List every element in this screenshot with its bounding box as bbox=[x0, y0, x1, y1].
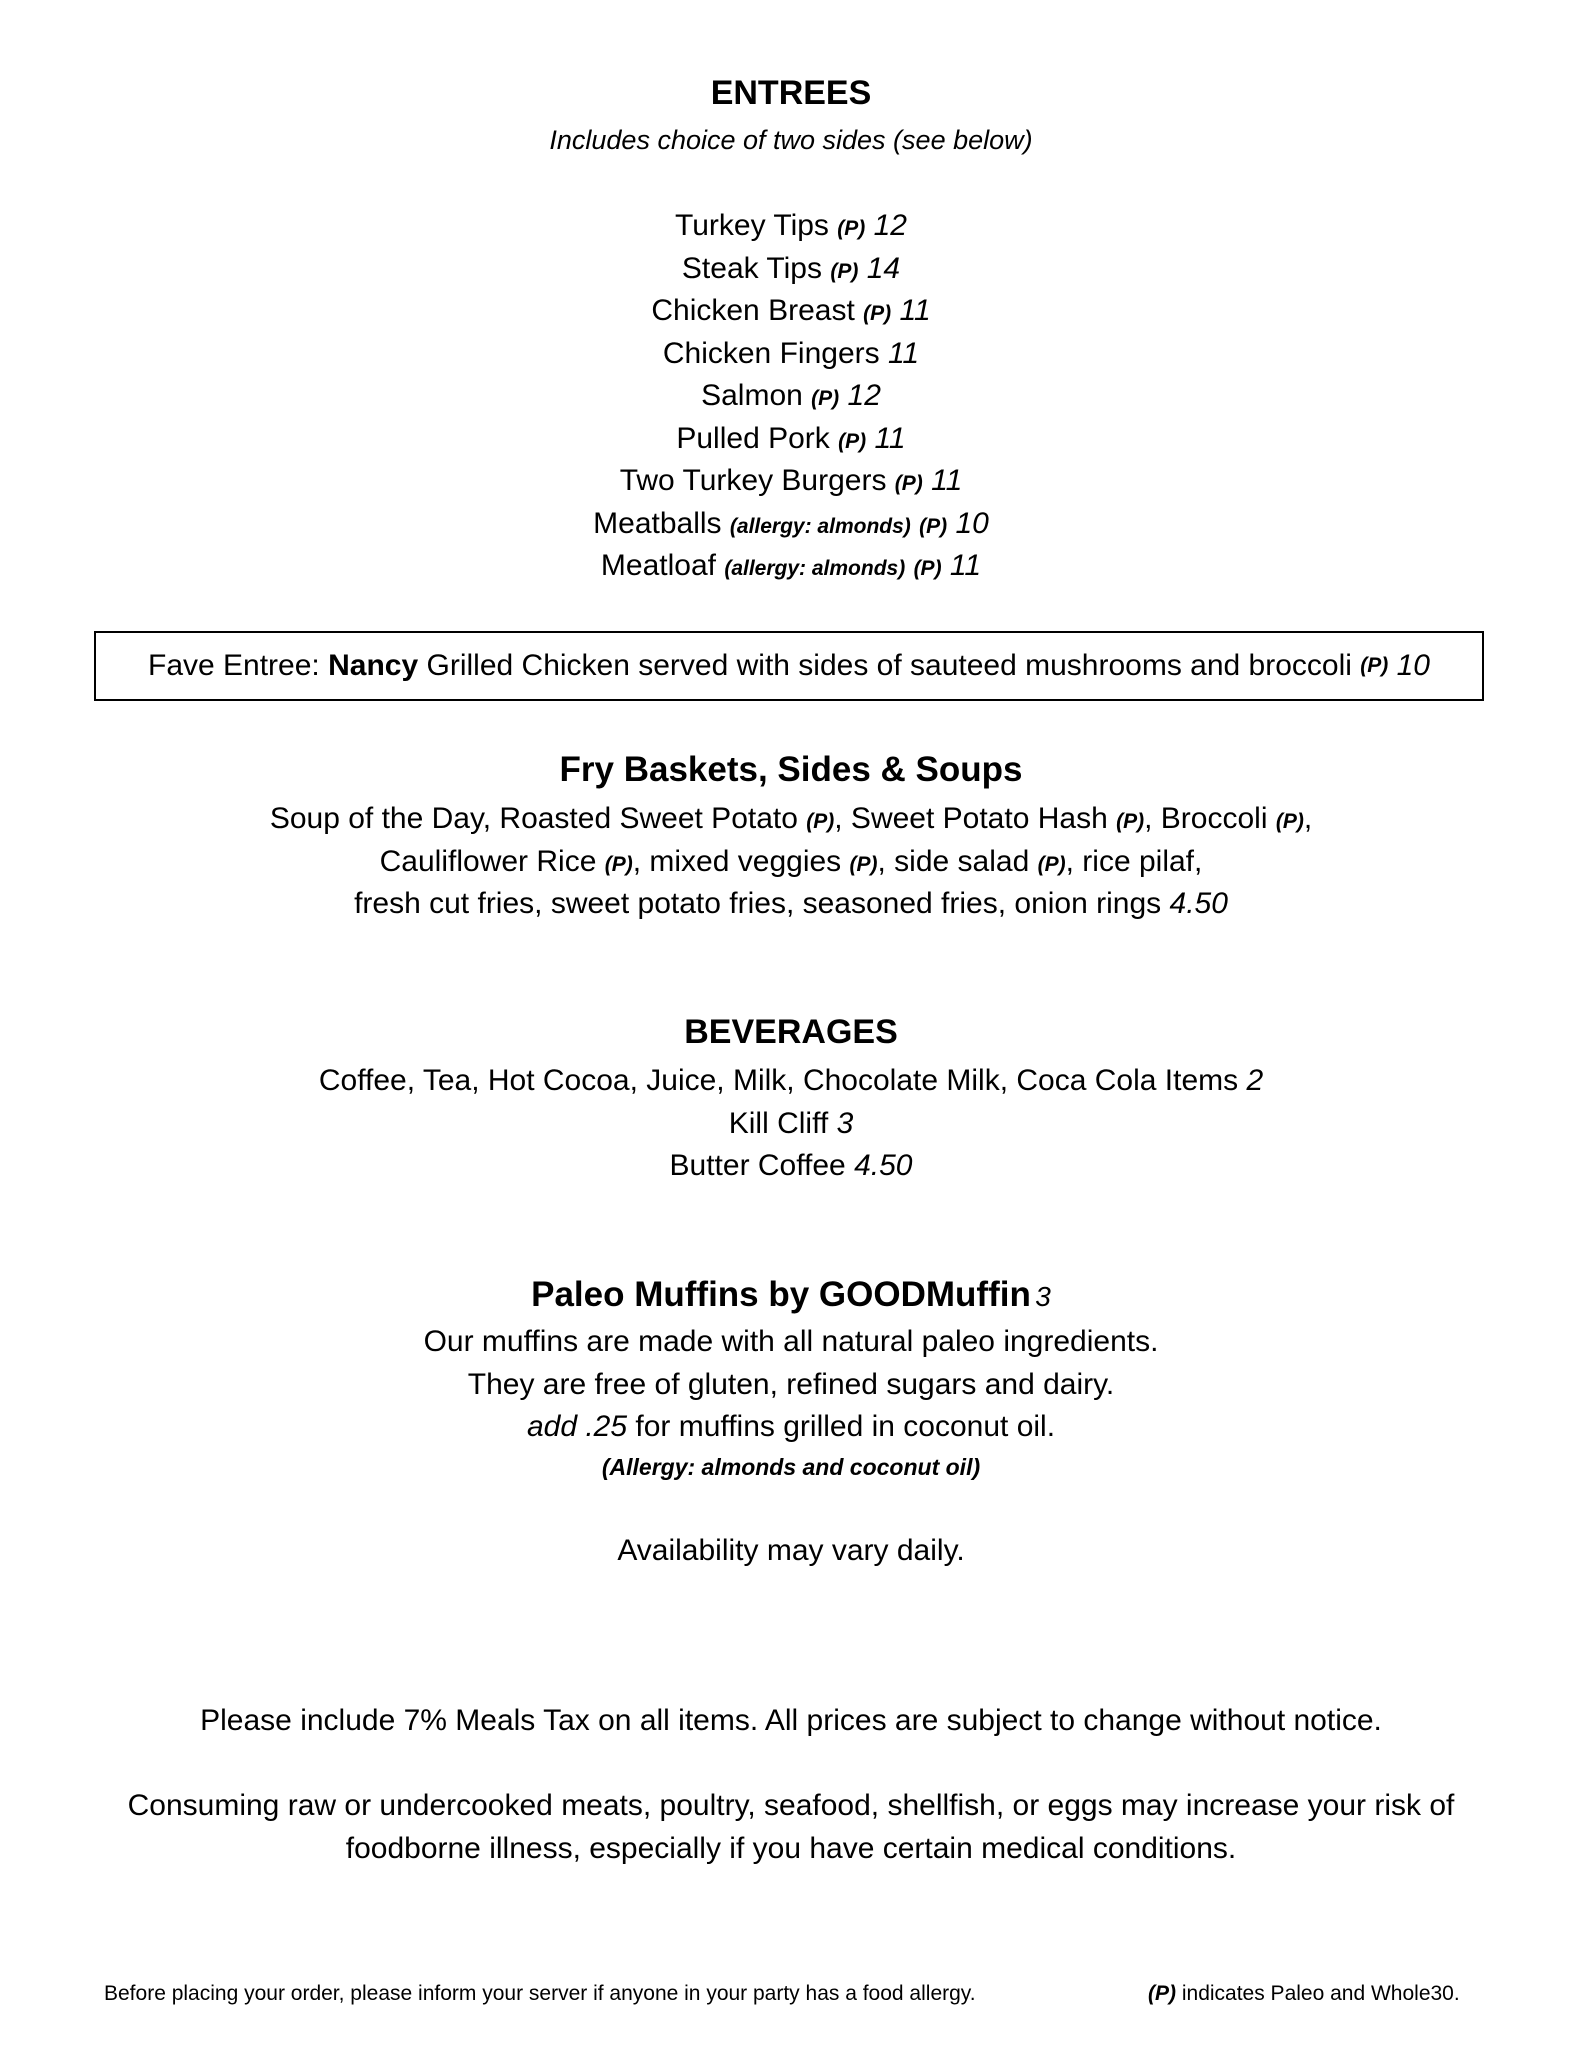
footer-paleo-text: indicates Paleo and Whole30. bbox=[1181, 1982, 1460, 2005]
beverage-price: 4.50 bbox=[854, 1149, 913, 1182]
fave-price: 10 bbox=[1396, 649, 1430, 682]
fave-name: Nancy bbox=[328, 649, 419, 682]
muffins-line-2: They are free of gluten, refined sugars and dairy. bbox=[467, 1367, 1115, 1401]
muffins-add-text: for muffins grilled in coconut oil. bbox=[635, 1410, 1056, 1443]
entree-price: 11 bbox=[887, 336, 920, 370]
paleo-tag: (P) bbox=[604, 852, 633, 876]
beverage-name: Coffee, Tea, Hot Cocoa, Juice, Milk, Chocolate Milk, Coca Cola Items bbox=[318, 1064, 1239, 1097]
entree-item bbox=[0, 460, 1582, 506]
tax-notice: Please include 7% Meals Tax on all items. All prices are subject to change without notice. bbox=[200, 1704, 1382, 1737]
footer-paleo-legend bbox=[1148, 1982, 1460, 2006]
beverages-title: BEVERAGES bbox=[684, 1013, 898, 1051]
muffins-heading bbox=[0, 1275, 1582, 1315]
beverage-price: 2 bbox=[1246, 1064, 1264, 1097]
entree-price: 11 bbox=[949, 549, 982, 582]
paleo-tag: (P) bbox=[806, 810, 835, 833]
sides-line-2 bbox=[0, 841, 1582, 887]
footer-allergy-notice: Before placing your order, please inform your server if anyone in your party has a food allergy. bbox=[104, 1982, 976, 2005]
entree-item bbox=[0, 503, 1582, 549]
entrees-title: ENTREES bbox=[710, 74, 872, 112]
sides-text: fresh cut fries, sweet potato fries, seasoned fries, onion rings bbox=[354, 887, 1162, 920]
entree-item bbox=[0, 545, 1582, 591]
paleo-tag: (P) bbox=[1360, 654, 1389, 677]
paleo-tag: (P) bbox=[1116, 810, 1145, 833]
fave-prefix: Fave Entree: bbox=[148, 649, 320, 682]
entree-price: 11 bbox=[931, 464, 963, 497]
raw-food-warning-line-1: Consuming raw or undercooked meats, poultry, seafood, shellfish, or eggs may increase your risk of bbox=[127, 1789, 1455, 1822]
sides-text: , side salad bbox=[877, 844, 1030, 878]
entree-item bbox=[0, 375, 1582, 421]
paleo-tag: (P) bbox=[1037, 852, 1066, 876]
entree-name: Two Turkey Burgers bbox=[619, 464, 887, 497]
paleo-tag: (P) bbox=[1148, 1982, 1176, 2005]
entree-item bbox=[0, 290, 1582, 336]
entree-price: 11 bbox=[874, 421, 906, 455]
sides-text: , mixed veggies bbox=[632, 844, 842, 878]
sides-line-1 bbox=[0, 798, 1582, 844]
fave-description: Grilled Chicken served with sides of sauteed mushrooms and broccoli bbox=[426, 649, 1352, 682]
paleo-tag: (P) bbox=[837, 217, 866, 240]
sides-text: Soup of the Day, Roasted Sweet Potato bbox=[269, 802, 798, 835]
muffins-line-3 bbox=[0, 1406, 1582, 1449]
entree-item bbox=[0, 418, 1582, 464]
sides-text: , bbox=[1303, 802, 1313, 835]
entree-name: Pulled Pork bbox=[676, 421, 830, 455]
entree-name: Meatballs bbox=[593, 506, 722, 540]
paleo-tag: (P) bbox=[894, 472, 923, 495]
beverage-item bbox=[0, 1145, 1582, 1188]
paleo-tag: (P) bbox=[811, 387, 840, 410]
paleo-tag: (P) bbox=[919, 514, 948, 538]
paleo-tag: (P) bbox=[913, 557, 942, 580]
entree-price: 12 bbox=[847, 379, 881, 412]
muffins-line-1: Our muffins are made with all natural paleo ingredients. bbox=[423, 1325, 1159, 1358]
entree-name: Salmon bbox=[701, 379, 803, 412]
beverage-name: Butter Coffee bbox=[669, 1149, 846, 1182]
entree-item bbox=[0, 205, 1582, 251]
fave-entree-box bbox=[94, 631, 1484, 701]
entree-name: Steak Tips bbox=[681, 251, 822, 285]
entree-item bbox=[0, 248, 1582, 294]
entree-name: Meatloaf bbox=[600, 549, 716, 582]
entree-item bbox=[0, 333, 1582, 376]
muffins-title: Paleo Muffins by GOODMuffin bbox=[531, 1275, 1031, 1314]
entree-name: Chicken Breast bbox=[651, 294, 855, 327]
entree-name: Turkey Tips bbox=[675, 209, 829, 242]
sides-title: Fry Baskets, Sides & Soups bbox=[559, 750, 1023, 789]
beverage-item bbox=[0, 1103, 1582, 1146]
muffins-allergy: (Allergy: almonds and coconut oil) bbox=[601, 1454, 981, 1480]
muffins-availability: Availability may vary daily. bbox=[617, 1534, 965, 1567]
paleo-tag: (P) bbox=[863, 302, 892, 325]
allergy-note: (allergy: almonds) bbox=[729, 514, 911, 538]
beverage-price: 3 bbox=[836, 1106, 854, 1140]
paleo-tag: (P) bbox=[838, 429, 867, 453]
sides-text: , Broccoli bbox=[1144, 802, 1268, 835]
sides-text: Cauliflower Rice bbox=[379, 844, 597, 878]
sides-text: , Sweet Potato Hash bbox=[834, 802, 1108, 835]
sides-line-3 bbox=[0, 883, 1582, 926]
beverage-name: Kill Cliff bbox=[728, 1106, 829, 1140]
entree-name: Chicken Fingers bbox=[662, 336, 880, 370]
paleo-tag: (P) bbox=[1275, 810, 1304, 833]
entree-price: 11 bbox=[899, 294, 931, 327]
sides-text: , rice pilaf, bbox=[1065, 844, 1203, 878]
entree-price: 10 bbox=[955, 506, 989, 540]
muffins-price: 3 bbox=[1035, 1281, 1051, 1312]
raw-food-warning-line-2: foodborne illness, especially if you have certain medical conditions. bbox=[345, 1831, 1237, 1865]
allergy-note: (allergy: almonds) bbox=[724, 557, 906, 580]
entree-price: 12 bbox=[873, 209, 907, 242]
paleo-tag: (P) bbox=[830, 259, 859, 283]
muffins-add-price: add .25 bbox=[526, 1410, 628, 1443]
paleo-tag: (P) bbox=[849, 852, 878, 876]
entree-price: 14 bbox=[866, 251, 901, 285]
entrees-subtitle: Includes choice of two sides (see below) bbox=[549, 125, 1033, 155]
sides-price: 4.50 bbox=[1169, 887, 1228, 920]
beverage-item bbox=[0, 1060, 1582, 1103]
